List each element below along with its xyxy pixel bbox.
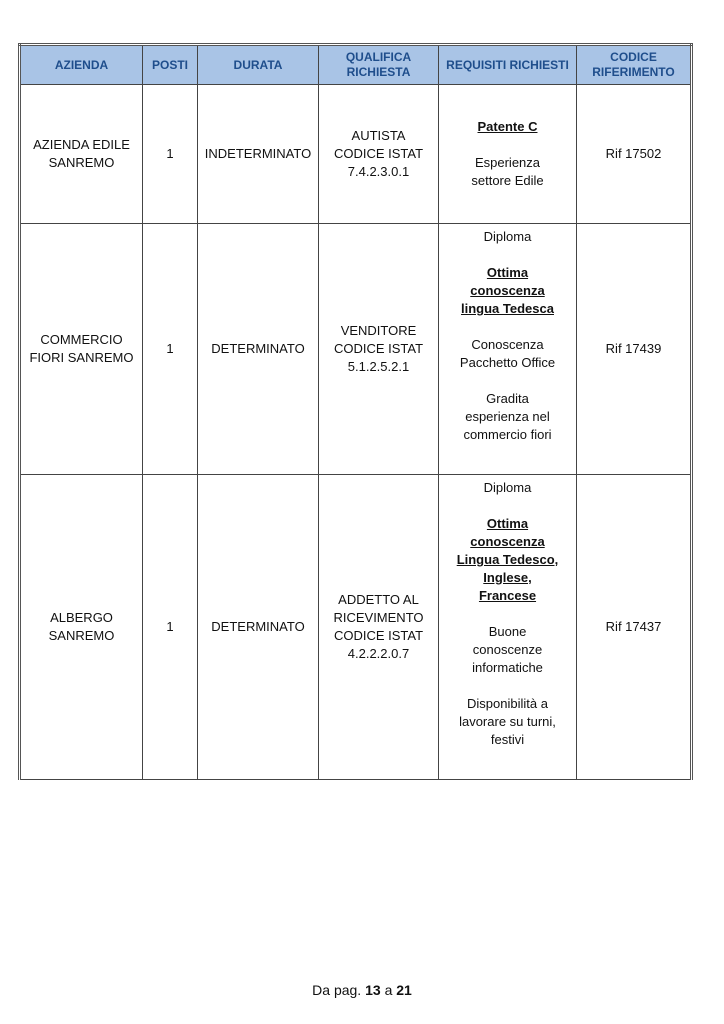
- cell-qualifica: [319, 224, 439, 475]
- header-codice: CODICE RIFERIMENTO: [577, 45, 692, 85]
- requisiti-spacer: [442, 372, 573, 390]
- qualifica-line: ADDETTO AL: [338, 592, 419, 607]
- requisiti-emphasis-line: Inglese,: [483, 570, 532, 585]
- table-row: [20, 475, 692, 780]
- footer-prefix: Da pag.: [312, 982, 362, 998]
- cell-azienda: AZIENDA EDILE SANREMO: [20, 85, 143, 224]
- requisiti-spacer: [442, 246, 573, 264]
- requisiti-emphasis-line: lingua Tedesca: [461, 301, 554, 316]
- header-qualifica: QUALIFICA RICHIESTA: [319, 45, 439, 85]
- requisiti-spacer: [442, 318, 573, 336]
- footer-current-page: 13: [365, 982, 381, 998]
- requisiti-line: Gradita: [486, 391, 529, 406]
- requisiti-emphasis-line: Francese: [478, 588, 537, 603]
- cell-requisiti: [439, 224, 577, 475]
- qualifica-line: RICEVIMENTO: [333, 610, 424, 625]
- cell-codice: Rif 17439: [577, 224, 692, 475]
- requisiti-emphasis-line: conoscenza: [470, 534, 545, 549]
- page-footer: [0, 982, 724, 998]
- requisiti-emphasis-line: Lingua Tedesco,: [456, 552, 559, 567]
- qualifica-line: CODICE ISTAT: [333, 146, 424, 161]
- requisiti-spacer: [442, 136, 573, 154]
- requisiti-line: Diploma: [483, 229, 532, 244]
- cell-requisiti: [439, 85, 577, 224]
- cell-posti: 1: [143, 224, 198, 475]
- cell-azienda: ALBERGO SANREMO: [20, 475, 143, 780]
- header-azienda: AZIENDA: [20, 45, 143, 85]
- requisiti-line: esperienza nel: [465, 409, 550, 424]
- qualifica-line: CODICE ISTAT: [333, 628, 424, 643]
- qualifica-line: 5.1.2.5.2.1: [347, 359, 410, 374]
- requisiti-line: lavorare su turni,: [459, 714, 556, 729]
- requisiti-emphasis-line: Ottima: [486, 516, 529, 531]
- requisiti-spacer: [442, 497, 573, 515]
- requisiti-line: settore Edile: [471, 173, 544, 188]
- requisiti-line: Disponibilità a: [467, 696, 548, 711]
- requisiti-line: Buone: [488, 624, 527, 639]
- requisiti-line: Conoscenza: [471, 337, 544, 352]
- cell-posti: 1: [143, 475, 198, 780]
- header-durata: DURATA: [198, 45, 319, 85]
- cell-qualifica: [319, 85, 439, 224]
- requisiti-line: Diploma: [483, 480, 532, 495]
- cell-durata: DETERMINATO: [198, 475, 319, 780]
- requisiti-emphasis-line: Patente C: [477, 119, 538, 134]
- requisiti-emphasis-line: conoscenza: [470, 283, 545, 298]
- qualifica-line: 4.2.2.2.0.7: [347, 646, 410, 661]
- qualifica-line: VENDITORE: [340, 323, 417, 338]
- table-header-row: [20, 45, 692, 85]
- requisiti-line: festivi: [490, 732, 525, 747]
- cell-requisiti: [439, 475, 577, 780]
- requisiti-line: informatiche: [472, 660, 543, 675]
- cell-codice: Rif 17437: [577, 475, 692, 780]
- job-offers-table: [18, 43, 693, 780]
- requisiti-spacer: [442, 677, 573, 695]
- requisiti-emphasis-line: Ottima: [486, 265, 529, 280]
- qualifica-line: 7.4.2.3.0.1: [347, 164, 410, 179]
- cell-azienda: COMMERCIO FIORI SANREMO: [20, 224, 143, 475]
- requisiti-line: conoscenze: [472, 642, 543, 657]
- requisiti-line: Esperienza: [474, 155, 541, 170]
- footer-separator: a: [384, 982, 393, 998]
- qualifica-line: CODICE ISTAT: [333, 341, 424, 356]
- cell-qualifica: [319, 475, 439, 780]
- job-offers-table-container: [18, 43, 690, 780]
- requisiti-line: commercio fiori: [463, 427, 552, 442]
- header-requisiti: REQUISITI RICHIESTI: [439, 45, 577, 85]
- table-row: [20, 224, 692, 475]
- requisiti-spacer: [442, 605, 573, 623]
- cell-durata: DETERMINATO: [198, 224, 319, 475]
- table-row: [20, 85, 692, 224]
- cell-codice: Rif 17502: [577, 85, 692, 224]
- footer-total-pages: 21: [396, 982, 412, 998]
- header-posti: POSTI: [143, 45, 198, 85]
- cell-durata: INDETERMINATO: [198, 85, 319, 224]
- qualifica-line: AUTISTA: [351, 128, 406, 143]
- requisiti-line: Pacchetto Office: [459, 355, 556, 370]
- cell-posti: 1: [143, 85, 198, 224]
